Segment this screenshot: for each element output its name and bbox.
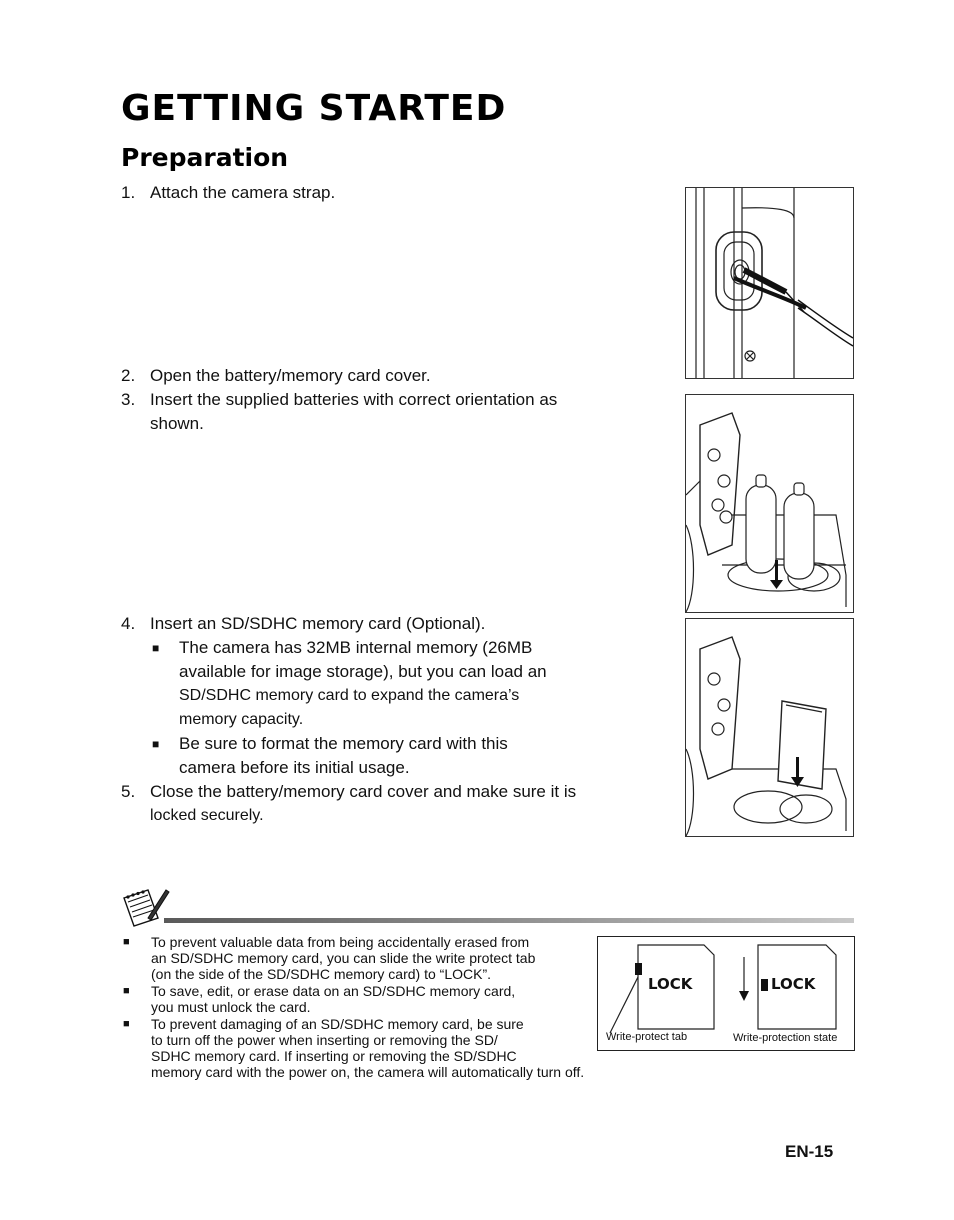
note-divider bbox=[164, 918, 854, 923]
caption-write-protect-tab: Write-protect tab bbox=[606, 1031, 688, 1043]
note-text-line: memory card with the power on, the camera will automatically turn off. bbox=[151, 1064, 585, 1080]
step-text-line: shown. bbox=[150, 414, 204, 433]
bullet-square-icon: ■ bbox=[152, 641, 160, 655]
step-number: 2. bbox=[121, 366, 136, 385]
bullet-text-line: memory capacity. bbox=[179, 711, 304, 728]
bullet-square-icon: ■ bbox=[123, 936, 130, 948]
page-number: EN-15 bbox=[785, 1142, 834, 1161]
bullet-text-line: SD/SDHC memory card to expand the camera’s bbox=[179, 687, 520, 704]
note-text-line: To save, edit, or erase data on an SD/SDHC memory card, bbox=[151, 983, 516, 999]
step-text: Attach the camera strap. bbox=[150, 183, 336, 202]
note-text-line: you must unlock the card. bbox=[151, 999, 311, 1015]
step-number: 3. bbox=[121, 390, 136, 409]
step-number: 4. bbox=[121, 614, 136, 633]
notepad-pencil-icon bbox=[118, 884, 170, 930]
write-protect-figure bbox=[597, 936, 855, 1051]
battery-insert-illustration bbox=[685, 394, 854, 613]
note-text-line: an SD/SDHC memory card, you can slide the write protect tab bbox=[151, 950, 536, 966]
caption-write-protection-state: Write-protection state bbox=[733, 1032, 838, 1044]
note-text-line: SDHC memory card. If inserting or removing the SD/SDHC bbox=[151, 1048, 517, 1064]
step-4-bullet-1 bbox=[0, 636, 620, 732]
bullet-text-line: camera before its initial usage. bbox=[179, 758, 410, 777]
step-number: 5. bbox=[121, 782, 136, 801]
note-item-1 bbox=[0, 934, 590, 982]
bullet-square-icon: ■ bbox=[152, 737, 160, 751]
step-text-line: Close the battery/memory card cover and make sure it is bbox=[150, 782, 577, 801]
note-text-line: to turn off the power when inserting or removing the SD/ bbox=[151, 1032, 498, 1048]
step-3 bbox=[0, 388, 620, 436]
note-text-line: To prevent damaging of an SD/SDHC memory card, be sure bbox=[151, 1016, 524, 1032]
note-text-line: To prevent valuable data from being accidentally erased from bbox=[151, 934, 530, 950]
section-title: Preparation bbox=[121, 143, 289, 172]
step-4-bullet-2 bbox=[0, 732, 620, 780]
camera-strap-illustration bbox=[685, 187, 854, 379]
lock-label: LOCK bbox=[648, 975, 693, 993]
bullet-text-line: Be sure to format the memory card with this bbox=[179, 734, 508, 753]
note-item-2 bbox=[0, 983, 590, 1015]
note-item-3 bbox=[0, 1016, 680, 1080]
step-1 bbox=[0, 181, 600, 205]
bullet-text-line: available for image storage), but you can load an bbox=[179, 662, 547, 681]
note-text-line: (on the side of the SD/SDHC memory card) to “LOCK”. bbox=[151, 966, 491, 982]
step-text: Insert an SD/SDHC memory card (Optional). bbox=[150, 614, 486, 633]
memory-card-insert-illustration bbox=[685, 618, 854, 837]
bullet-square-icon: ■ bbox=[123, 1018, 130, 1030]
step-number: 1. bbox=[121, 183, 136, 202]
bullet-text-line: The camera has 32MB internal memory (26MB bbox=[179, 638, 533, 657]
step-4 bbox=[0, 612, 620, 636]
bullet-square-icon: ■ bbox=[123, 985, 130, 997]
lock-label: LOCK bbox=[771, 975, 816, 993]
step-2 bbox=[0, 364, 620, 388]
step-text-line: Insert the supplied batteries with correct orientation as bbox=[150, 390, 558, 409]
step-text: Open the battery/memory card cover. bbox=[150, 366, 431, 385]
page-title: GETTING STARTED bbox=[121, 88, 507, 129]
step-text-line: locked securely. bbox=[150, 807, 264, 824]
step-5 bbox=[0, 780, 620, 828]
